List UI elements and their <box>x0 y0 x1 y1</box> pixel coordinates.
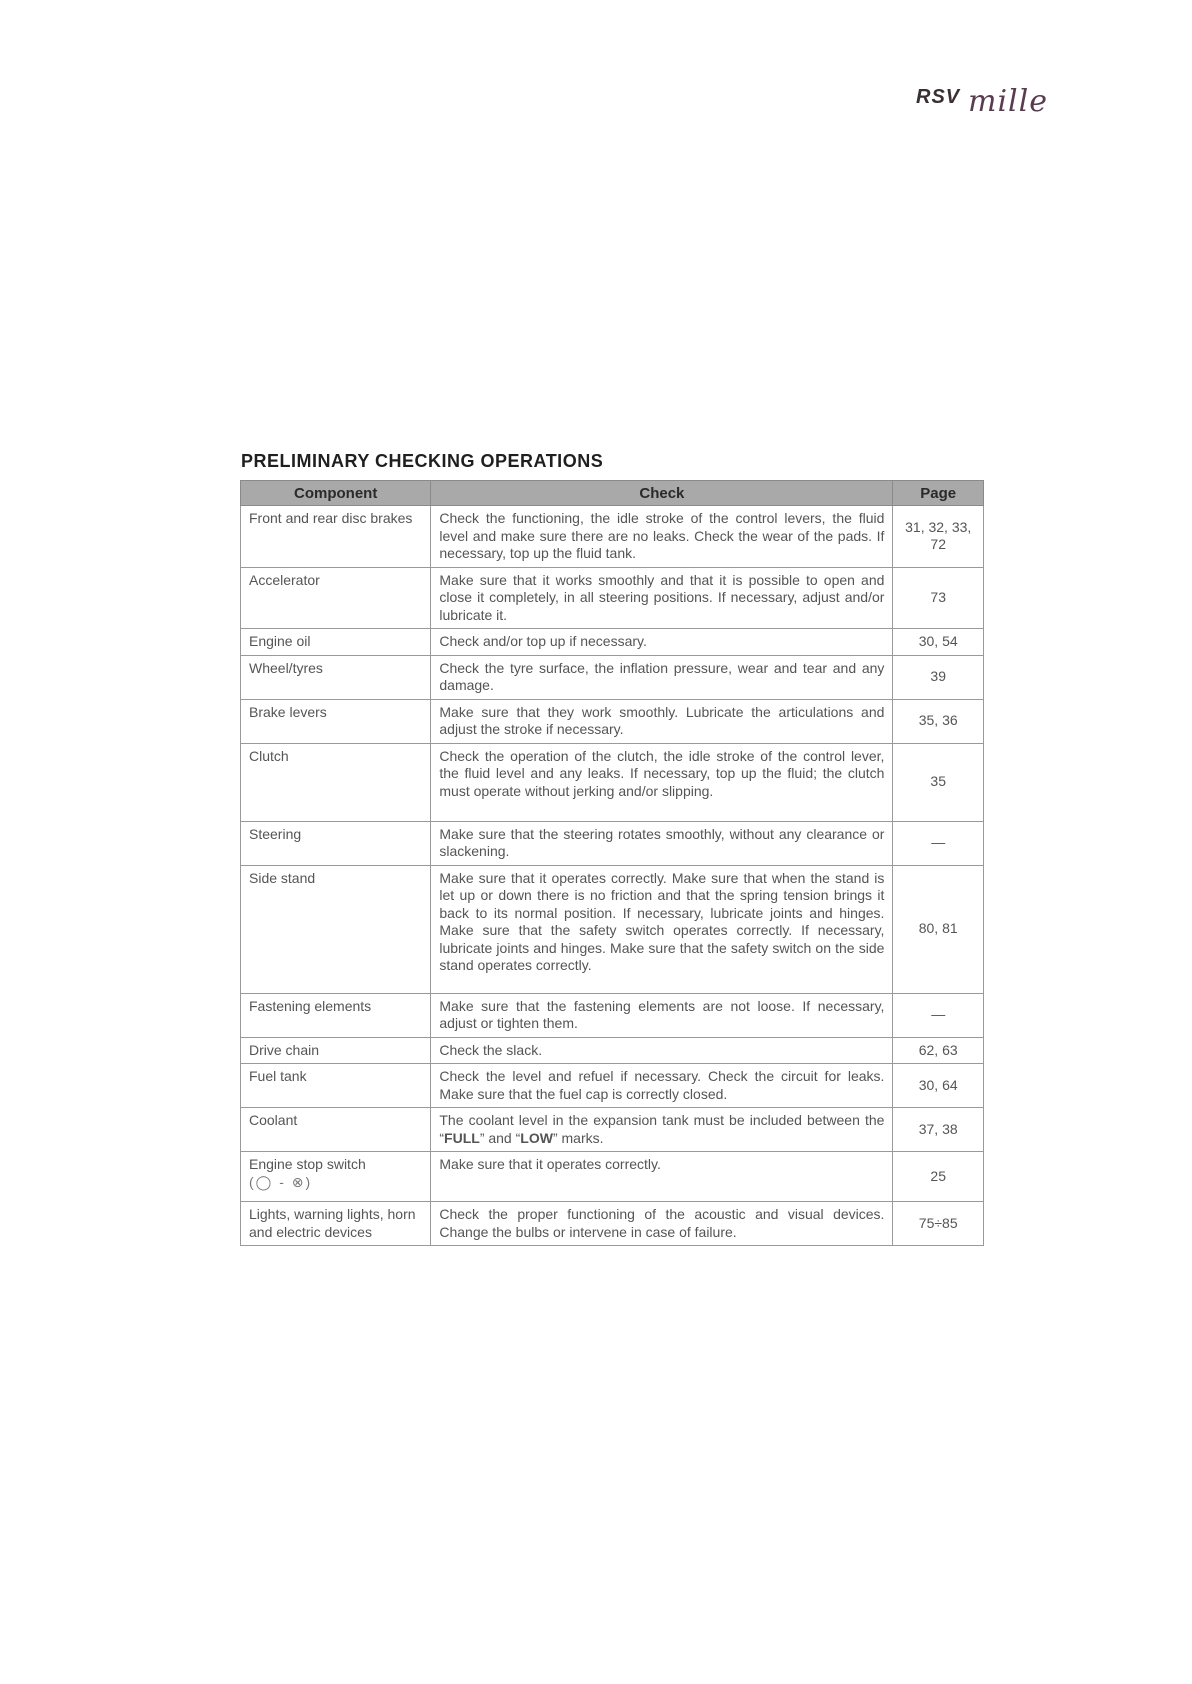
check-cell: Check the proper functioning of the acoustic and visual devices. Change the bulbs or intervene in case of failure. <box>431 1202 893 1246</box>
page-cell: 31, 32, 33, 72 <box>893 506 984 568</box>
check-cell: Check the operation of the clutch, the idle stroke of the control lever, the fluid level and any leaks. If necessary, top up the fluid; the clutch must operate without jerking and/or slipping. <box>431 743 893 821</box>
component-cell: Accelerator <box>241 567 431 629</box>
logo-mille: mille <box>968 84 1048 119</box>
table-row <box>241 821 984 865</box>
preliminary-checks-table <box>240 480 984 1246</box>
engine-stop-switch-icon: (◯ - ⊗) <box>249 1173 313 1190</box>
logo-rsv: RSV <box>916 86 961 108</box>
table-row <box>241 567 984 629</box>
full-mark: FULL <box>444 1129 480 1146</box>
brand-logo <box>912 80 1072 130</box>
component-cell: Drive chain <box>241 1037 431 1064</box>
component-cell: Wheel/tyres <box>241 655 431 699</box>
low-mark: LOW <box>520 1129 553 1146</box>
header-page: Page <box>893 481 984 506</box>
page-cell: 75÷85 <box>893 1202 984 1246</box>
page-cell: 35 <box>893 743 984 821</box>
component-cell: Brake levers <box>241 699 431 743</box>
table-row <box>241 865 984 993</box>
table-row <box>241 1152 984 1202</box>
check-cell: Make sure that it operates correctly. Make sure that when the stand is let up or down there is no friction and that the spring tension brings it back to its normal position. If necessary, lubricate joints and hinges. Make sure that the safety switch operates correctly. If necessary, lubricate joints and hinges. Make sure that the safety switch on the side stand operates correctly. <box>431 865 893 993</box>
component-cell: Side stand <box>241 865 431 993</box>
table-row <box>241 1202 984 1246</box>
table-row <box>241 699 984 743</box>
page-cell: 30, 54 <box>893 629 984 656</box>
page-cell: — <box>893 821 984 865</box>
component-cell: Front and rear disc brakes <box>241 506 431 568</box>
check-cell: Make sure that it operates correctly. <box>431 1152 893 1202</box>
coolant-text-mid: ” and “ <box>479 1129 521 1146</box>
table-row <box>241 1064 984 1108</box>
page-cell: 35, 36 <box>893 699 984 743</box>
engine-stop-label: Engine stop switch <box>249 1156 366 1172</box>
component-cell: Lights, warning lights, horn and electric devices <box>241 1202 431 1246</box>
page-cell: 25 <box>893 1152 984 1202</box>
page-cell: 30, 64 <box>893 1064 984 1108</box>
table-row <box>241 506 984 568</box>
header-check: Check <box>431 481 893 506</box>
component-cell: Steering <box>241 821 431 865</box>
page-cell: 37, 38 <box>893 1108 984 1152</box>
check-cell: Check the slack. <box>431 1037 893 1064</box>
table-header-row <box>241 481 984 506</box>
check-cell: Check and/or top up if necessary. <box>431 629 893 656</box>
check-cell: Check the functioning, the idle stroke of the control levers, the fluid level and make sure there are no leaks. Check the wear of the pads. If necessary, top up the fluid tank. <box>431 506 893 568</box>
page-cell: 80, 81 <box>893 865 984 993</box>
component-cell: Engine oil <box>241 629 431 656</box>
component-cell: Fastening elements <box>241 993 431 1037</box>
coolant-text-post: ” marks. <box>552 1129 604 1146</box>
check-cell <box>431 1108 893 1152</box>
check-cell: Make sure that it works smoothly and that it is possible to open and close it completely, in all steering positions. If necessary, adjust and/or lubricate it. <box>431 567 893 629</box>
component-cell: Clutch <box>241 743 431 821</box>
table-row <box>241 1037 984 1064</box>
component-cell: Coolant <box>241 1108 431 1152</box>
component-cell <box>241 1152 431 1202</box>
header-component: Component <box>241 481 431 506</box>
check-cell: Check the level and refuel if necessary. Check the circuit for leaks. Make sure that the fuel cap is correctly closed. <box>431 1064 893 1108</box>
check-cell: Make sure that the steering rotates smoothly, without any clearance or slackening. <box>431 821 893 865</box>
page-cell: 62, 63 <box>893 1037 984 1064</box>
component-cell: Fuel tank <box>241 1064 431 1108</box>
table-row <box>241 1108 984 1152</box>
coolant-text-pre: The coolant level in the expansion tank must be included between the “ <box>439 1112 885 1146</box>
table-row <box>241 629 984 656</box>
check-cell: Make sure that they work smoothly. Lubricate the articulations and adjust the stroke if necessary. <box>431 699 893 743</box>
page-cell: — <box>893 993 984 1037</box>
check-cell: Check the tyre surface, the inflation pressure, wear and tear and any damage. <box>431 655 893 699</box>
page-cell: 73 <box>893 567 984 629</box>
table-row <box>241 743 984 821</box>
page-cell: 39 <box>893 655 984 699</box>
table-row <box>241 993 984 1037</box>
page-title: PRELIMINARY CHECKING OPERATIONS <box>241 451 604 471</box>
check-cell: Make sure that the fastening elements are not loose. If necessary, adjust or tighten them. <box>431 993 893 1037</box>
table-row <box>241 655 984 699</box>
